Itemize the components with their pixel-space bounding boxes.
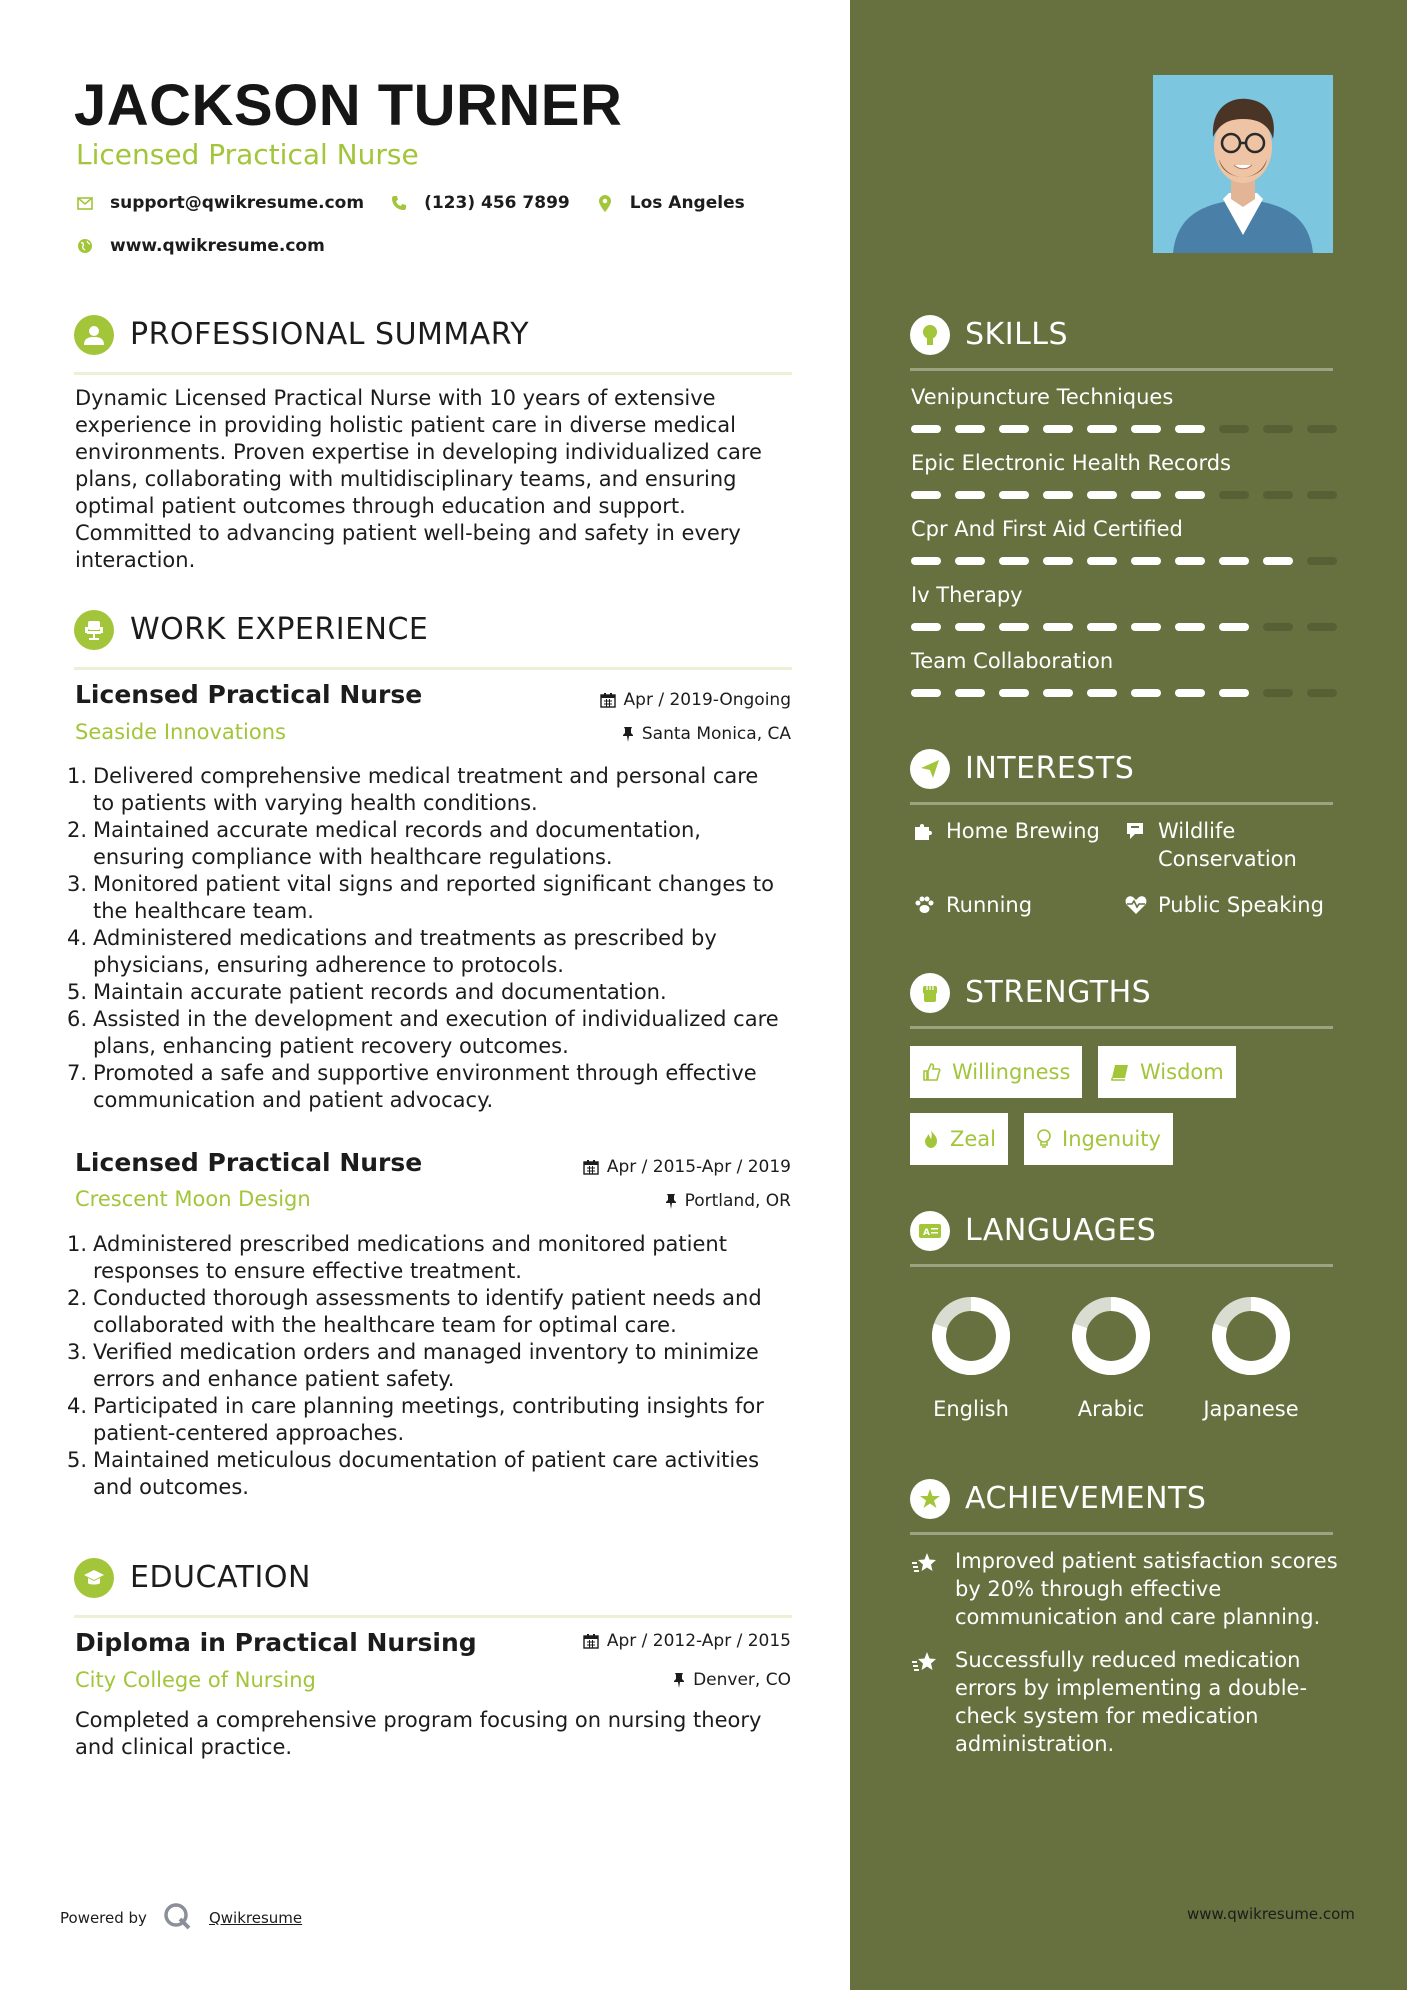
skill-dash <box>1131 689 1161 697</box>
skill-dash <box>1087 623 1117 631</box>
qwikresume-link[interactable]: Qwikresume <box>208 1909 303 1927</box>
education-heading: EDUCATION <box>130 1560 311 1595</box>
degree-title: Diploma in Practical Nursing <box>75 1628 477 1657</box>
list-item: Delivered comprehensive medical treatment and personal care to patients with varying health conditions. <box>93 764 759 815</box>
skill-dash <box>999 689 1029 697</box>
skill-dash <box>1263 491 1293 499</box>
heartbeat-icon <box>1122 891 1150 919</box>
list-item: Assisted in the development and execution of individualized care plans, enhancing patient recovery outcomes. <box>93 1007 779 1058</box>
interest-item: Running <box>910 891 1110 919</box>
strengths-header <box>910 973 1333 1029</box>
skill-dash <box>1219 623 1249 631</box>
skill-dash <box>1219 491 1249 499</box>
education-location: Denver, CO <box>673 1670 791 1690</box>
achievements-heading: ACHIEVEMENTS <box>965 1481 1207 1516</box>
skill-dash <box>911 425 941 433</box>
thumbs-up-icon <box>922 1062 942 1082</box>
skill-dash <box>1175 689 1205 697</box>
skill-dash <box>1131 491 1161 499</box>
skill-dash <box>1175 491 1205 499</box>
skill-label: Venipuncture Techniques <box>911 385 1174 409</box>
calendar-icon <box>583 1633 599 1649</box>
skill-dash <box>955 491 985 499</box>
list-item: Participated in care planning meetings, contributing insights for patient-centered approaches. <box>93 1394 764 1445</box>
job-dates: Apr / 2019-Ongoing <box>600 690 791 710</box>
interest-item: Wildlife Conservation <box>1122 817 1322 873</box>
company-name: Seaside Innovations <box>75 720 286 744</box>
email-link[interactable]: support@qwikresume.com <box>110 193 365 213</box>
skill-dash <box>1131 557 1161 565</box>
skill-dash <box>1263 623 1293 631</box>
skill-dash <box>1175 623 1205 631</box>
skill-dash <box>911 623 941 631</box>
achievements-header <box>910 1479 1333 1535</box>
skill-dash <box>1307 623 1337 631</box>
job-responsibilities <box>65 763 785 1114</box>
contact-row <box>76 193 745 213</box>
skill-dash <box>1043 689 1073 697</box>
language-level-ring <box>1208 1293 1294 1379</box>
skill-dash <box>1307 557 1337 565</box>
skill-dash <box>999 425 1029 433</box>
strength-tag: Willingness <box>910 1046 1082 1098</box>
location-text: Los Angeles <box>629 193 745 213</box>
star-medal-icon <box>911 1646 943 1758</box>
skill-dash <box>999 557 1029 565</box>
svg-text:A: A <box>923 1228 930 1238</box>
skill-dash <box>1087 491 1117 499</box>
skill-dash <box>1307 689 1337 697</box>
experience-heading: WORK EXPERIENCE <box>130 612 429 647</box>
envelope-icon <box>76 194 94 212</box>
skill-rating <box>911 557 1351 565</box>
achievement-item: Improved patient satisfaction scores by 20% through effective communication and care planning. <box>911 1547 1341 1631</box>
book-icon <box>1110 1062 1130 1082</box>
skill-dash <box>1307 491 1337 499</box>
summary-heading: PROFESSIONAL SUMMARY <box>130 317 530 352</box>
chair-icon <box>74 610 114 650</box>
user-icon <box>74 315 114 355</box>
sidebar <box>850 0 1407 1990</box>
skill-dash <box>955 425 985 433</box>
skill-label: Cpr And First Aid Certified <box>911 517 1183 541</box>
language-name: Arabic <box>1077 1397 1145 1421</box>
education-description: Completed a comprehensive program focusing on nursing theory and clinical practice. <box>75 1708 762 1759</box>
list-item: Maintain accurate patient records and documentation. <box>93 980 667 1004</box>
summary-header <box>74 315 792 375</box>
language-level-ring <box>1068 1293 1154 1379</box>
strength-tag: Zeal <box>910 1113 1008 1165</box>
list-item: Maintained accurate medical records and documentation, ensuring compliance with healthcare regulations. <box>93 818 701 869</box>
skill-dash <box>1043 491 1073 499</box>
skill-dash <box>1043 623 1073 631</box>
skill-dash <box>1087 557 1117 565</box>
candidate-title: Licensed Practical Nurse <box>76 138 419 171</box>
skill-dash <box>1087 425 1117 433</box>
fist-icon <box>910 973 950 1013</box>
profile-photo <box>1153 75 1333 253</box>
achievement-item: Successfully reduced medication errors by implementing a double-check system for medication administration. <box>911 1646 1341 1758</box>
language-icon <box>910 1211 950 1251</box>
skill-dash <box>955 557 985 565</box>
skill-dash <box>911 557 941 565</box>
experience-header <box>74 610 792 670</box>
job-role: Licensed Practical Nurse <box>75 680 423 709</box>
job-role: Licensed Practical Nurse <box>75 1148 423 1177</box>
language-name: English <box>933 1397 1009 1421</box>
puzzle-icon <box>910 817 938 845</box>
pin-icon <box>673 1672 685 1688</box>
trophy-star-icon <box>910 1479 950 1519</box>
education-header <box>74 1558 792 1618</box>
education-dates: Apr / 2012-Apr / 2015 <box>583 1631 791 1651</box>
skill-dash <box>1043 425 1073 433</box>
calendar-icon <box>600 692 616 708</box>
language-name: Japanese <box>1203 1397 1299 1421</box>
skill-dash <box>999 491 1029 499</box>
qwikresume-logo-icon <box>163 1902 193 1934</box>
skill-rating <box>911 425 1351 433</box>
skill-dash <box>1307 425 1337 433</box>
list-item: Maintained meticulous documentation of patient care activities and outcomes. <box>93 1448 760 1499</box>
job-dates: Apr / 2015-Apr / 2019 <box>583 1157 791 1177</box>
skill-label: Iv Therapy <box>911 583 1023 607</box>
skill-dash <box>1263 557 1293 565</box>
language-level-ring <box>928 1293 1014 1379</box>
skill-dash <box>1131 425 1161 433</box>
phone-number[interactable]: (123) 456 7899 <box>424 193 570 213</box>
interest-item: Public Speaking <box>1122 891 1342 919</box>
skill-dash <box>911 689 941 697</box>
candidate-name: JACKSON TURNER <box>74 73 623 138</box>
website-link[interactable]: www.qwikresume.com <box>110 236 325 256</box>
skill-dash <box>1175 425 1205 433</box>
skill-dash <box>1219 557 1249 565</box>
languages-heading: LANGUAGES <box>965 1213 1157 1248</box>
calendar-icon <box>583 1159 599 1175</box>
strengths-heading: STRENGTHS <box>965 975 1152 1010</box>
skill-dash <box>911 491 941 499</box>
skill-dash <box>1263 425 1293 433</box>
job-responsibilities <box>65 1231 785 1501</box>
pin-icon <box>622 726 634 742</box>
skill-dash <box>1087 689 1117 697</box>
list-item: Monitored patient vital signs and reported significant changes to the healthcare team. <box>93 872 774 923</box>
company-name: Crescent Moon Design <box>75 1187 311 1211</box>
star-medal-icon <box>911 1547 943 1631</box>
map-marker-icon <box>596 194 614 212</box>
interests-header <box>910 749 1333 805</box>
lightbulb-icon <box>910 315 950 355</box>
list-item: Administered medications and treatments as prescribed by physicians, ensuring adherence to protocols. <box>93 926 717 977</box>
phone-icon <box>390 194 408 212</box>
skill-dash <box>955 623 985 631</box>
list-item: Promoted a safe and supportive environment through effective communication and patient advocacy. <box>93 1061 757 1112</box>
interest-item: Home Brewing <box>910 817 1110 845</box>
list-item: Conducted thorough assessments to identify patient needs and collaborated with the healthcare team for optimal care. <box>93 1286 762 1337</box>
skill-label: Team Collaboration <box>911 649 1114 673</box>
skills-header <box>910 315 1333 371</box>
globe-icon <box>76 237 94 255</box>
job-location: Santa Monica, CA <box>622 724 791 744</box>
graduation-icon <box>74 1558 114 1598</box>
skill-dash <box>999 623 1029 631</box>
lightbulb-icon <box>1036 1129 1052 1149</box>
skill-dash <box>955 689 985 697</box>
school-name: City College of Nursing <box>75 1668 316 1692</box>
footer-site[interactable]: www.qwikresume.com <box>1187 1905 1355 1923</box>
skill-rating <box>911 491 1351 499</box>
skill-label: Epic Electronic Health Records <box>911 451 1231 475</box>
list-item: Administered prescribed medications and monitored patient responses to ensure effective treatment. <box>93 1232 727 1283</box>
strength-tag: Ingenuity <box>1024 1113 1173 1165</box>
summary-text: Dynamic Licensed Practical Nurse with 10 years of extensive experience in providing holistic patient care in diverse medical environments. Proven expertise in developing individualized care plans, collaborating with multidisciplinary teams, and ensuring optimal patient outcomes through education and support. Committed to advancing patient well-being and safety in every interaction. <box>75 386 762 572</box>
paw-icon <box>910 891 938 919</box>
skill-dash <box>1219 425 1249 433</box>
skill-dash <box>1175 557 1205 565</box>
list-item: Verified medication orders and managed inventory to minimize errors and enhance patient safety. <box>93 1340 759 1391</box>
strength-tag: Wisdom <box>1098 1046 1236 1098</box>
chat-icon <box>1122 817 1150 845</box>
interests-heading: INTERESTS <box>965 751 1135 786</box>
languages-header <box>910 1211 1333 1267</box>
fire-icon <box>922 1129 940 1149</box>
skill-rating <box>911 623 1351 631</box>
skill-rating <box>911 689 1351 697</box>
website-row <box>76 236 325 256</box>
powered-by: Powered by Qwikresume <box>60 1902 302 1934</box>
paper-plane-icon <box>910 749 950 789</box>
pin-icon <box>665 1193 677 1209</box>
skill-dash <box>1043 557 1073 565</box>
skill-dash <box>1219 689 1249 697</box>
skills-heading: SKILLS <box>965 317 1069 352</box>
skill-dash <box>1131 623 1161 631</box>
skill-dash <box>1263 689 1293 697</box>
job-location: Portland, OR <box>665 1191 791 1211</box>
